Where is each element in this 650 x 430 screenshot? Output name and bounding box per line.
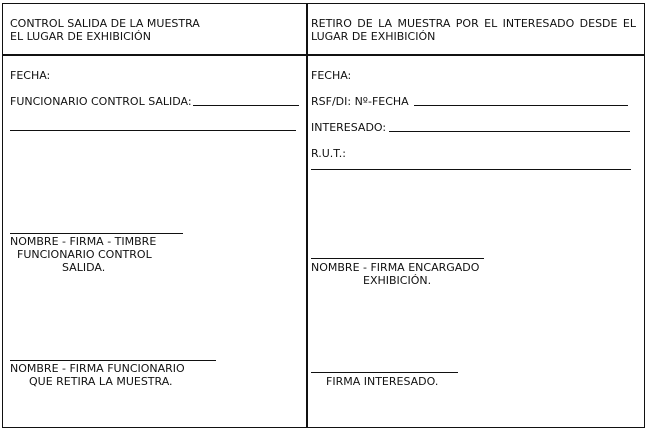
left-signature-2-line-1: NOMBRE - FIRMA FUNCIONARIO <box>10 362 185 375</box>
right-header-line-2: LUGAR DE EXHIBICIÓN <box>311 30 436 43</box>
left-signature-1-line-2: FUNCIONARIO CONTROL <box>17 248 152 261</box>
rut-label: R.U.T.: <box>311 147 346 160</box>
left-header-line-2: EL LUGAR DE EXHIBICIÓN <box>10 30 151 43</box>
left-signature-2-line[interactable] <box>10 360 216 361</box>
rsf-di-field[interactable] <box>414 105 628 106</box>
left-signature-1-line[interactable] <box>10 233 183 234</box>
left-signature-1-line-3: SALIDA. <box>62 261 106 274</box>
rsf-di-label: RSF/DI: Nº-FECHA <box>311 95 409 108</box>
right-signature-2-line[interactable] <box>311 372 458 373</box>
right-signature-2-line-1: FIRMA INTERESADO. <box>326 375 439 388</box>
right-header-line-1: RETIRO DE LA MUESTRA POR EL INTERESADO DESDE EL <box>311 17 636 30</box>
left-signature-2-line-2: QUE RETIRA LA MUESTRA. <box>29 375 173 388</box>
left-header-line-1: CONTROL SALIDA DE LA MUESTRA <box>10 17 200 30</box>
interesado-field[interactable] <box>389 131 630 132</box>
header-divider <box>2 54 645 56</box>
left-extra-line-field[interactable] <box>10 130 296 131</box>
right-signature-1-line-2: EXHIBICIÓN. <box>363 274 432 287</box>
funcionario-control-label: FUNCIONARIO CONTROL SALIDA: <box>10 95 192 108</box>
funcionario-control-field[interactable] <box>193 105 299 106</box>
right-signature-1-line[interactable] <box>311 258 484 259</box>
right-fecha-label: FECHA: <box>311 69 352 82</box>
interesado-label: INTERESADO: <box>311 121 387 134</box>
left-fecha-label: FECHA: <box>10 69 51 82</box>
left-signature-1-line-1: NOMBRE - FIRMA - TIMBRE <box>10 235 157 248</box>
rut-field[interactable] <box>311 169 631 170</box>
right-signature-1-line-1: NOMBRE - FIRMA ENCARGADO <box>311 261 480 274</box>
column-divider <box>306 3 308 428</box>
